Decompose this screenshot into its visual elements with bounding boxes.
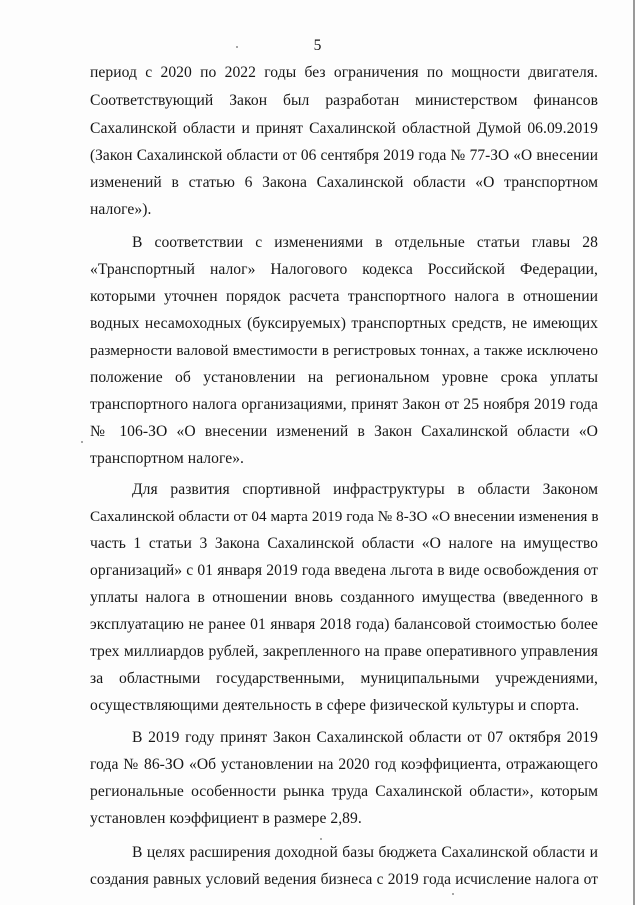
paragraph-line: «Транспортный налог» Налогового кодекса Российской Федерации, <box>90 261 598 278</box>
paragraph-line: налоге»). <box>90 201 152 218</box>
paragraph-line: создания равных условий ведения бизнеса с 2019 года исчисление налога от <box>90 871 598 888</box>
paragraph-line: В целях расширения доходной базы бюджета Сахалинской области и <box>132 844 598 861</box>
paragraph-line: положение об установлении на региональном уровне срока уплаты <box>90 369 598 386</box>
paragraph-line: Сахалинской области и принят Сахалинской областной Думой 06.09.2019 <box>90 120 598 137</box>
paragraph-line: размерности валовой вместимости в регистровых тоннах, а также исключено <box>90 342 598 359</box>
paragraph-line: транспортном налоге». <box>90 450 244 467</box>
paragraph-line: Для развития спортивной инфраструктуры в области Законом <box>132 481 598 498</box>
paragraph-line: установлен коэффициент в размере 2,89. <box>90 810 362 827</box>
paragraph-line: организаций» с 01 января 2019 года введена льгота в виде освобождения от <box>90 562 598 579</box>
paragraph-line: Сахалинской области от 04 марта 2019 года № 8-ЗО «О внесении изменения в <box>90 508 599 525</box>
paragraph-line: изменений в статью 6 Закона Сахалинской области «О транспортном <box>90 174 598 191</box>
paragraph-line: часть 1 статьи 3 Закона Сахалинской области «О налоге на имущество <box>90 535 598 552</box>
paragraph-line: В соответствии с изменениями в отдельные статьи главы 28 <box>132 234 598 251</box>
paragraph-line: которыми уточнен порядок расчета транспортного налога в отношении <box>90 288 598 305</box>
paragraph-line: региональные особенности рынка труда Сахалинской области», которым <box>90 783 598 800</box>
paragraph-line: осуществляющими деятельность в сфере физической культуры и спорта. <box>90 697 580 714</box>
paragraph-line: уплаты налога в отношении вновь созданного имущества (введенного в <box>90 589 598 606</box>
paragraph-line: В 2019 году принят Закон Сахалинской области от 07 октября 2019 <box>132 729 598 746</box>
paragraph-line: Соответствующий Закон был разработан министерством финансов <box>90 92 598 109</box>
scan-speck <box>452 893 454 895</box>
page-number: 5 <box>313 37 322 54</box>
paragraph-line: транспортного налога организациями, принят Закон от 25 ноября 2019 года <box>90 396 598 413</box>
scan-speck <box>81 441 83 443</box>
paragraph-line: период с 2020 по 2022 годы без ограничения по мощности двигателя. <box>90 64 598 81</box>
paragraph-line: трех миллиардов рублей, закрепленного на праве оперативного управления <box>90 643 598 660</box>
paragraph-line: (Закон Сахалинской области от 06 сентября 2019 года № 77-ЗО «О внесении <box>90 147 598 164</box>
paragraph-line: эксплуатацию не ранее 01 января 2018 года) балансовой стоимостью более <box>90 616 598 633</box>
scan-speck <box>236 46 238 48</box>
scan-speck <box>320 838 322 840</box>
paragraph-line: года № 86-ЗО «Об установлении на 2020 год коэффициента, отражающего <box>90 756 598 773</box>
paragraph-line: за областными государственными, муниципальными учреждениями, <box>90 670 598 687</box>
paragraph-line: водных несамоходных (буксируемых) транспортных средств, не имеющих <box>90 315 598 332</box>
paragraph-line: № 106-ЗО «О внесении изменений в Закон Сахалинской области «О <box>90 423 598 440</box>
